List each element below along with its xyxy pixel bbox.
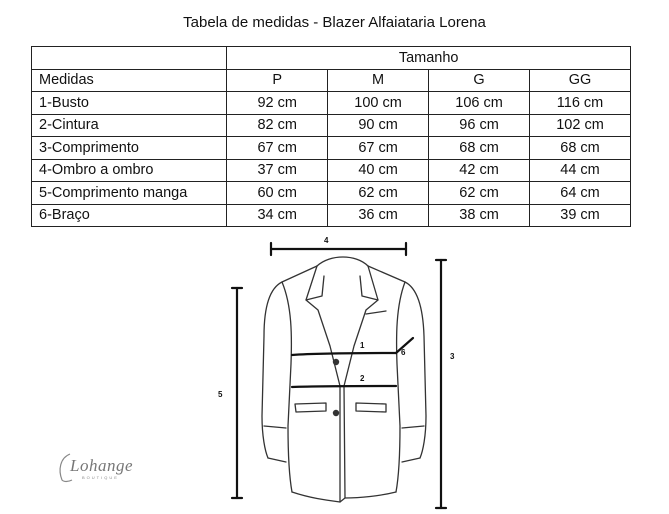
table-cell: 37 cm [227,159,328,182]
button-bottom [333,410,339,416]
table-header-row [32,69,631,92]
label-comprimento: 3 [450,352,455,361]
right-body-side [396,282,405,492]
table-cell: 34 cm [227,204,328,227]
busto-line [292,353,396,355]
table-cell: 92 cm [227,92,328,115]
collar-back-line [317,257,368,266]
brand-logo [52,450,162,490]
table-cell: 68 cm [530,137,631,160]
table-cell: 68 cm [429,137,530,160]
label-busto: 1 [360,341,365,350]
table-cell: 96 cm [429,114,530,137]
logo-text: Lohange [70,456,133,475]
label-ombro: 4 [324,236,329,245]
row-label: 6-Braço [32,204,227,227]
table-row [32,182,631,205]
medidas-header: Medidas [32,69,227,92]
table-cell: 36 cm [328,204,429,227]
table-cell: 38 cm [429,204,530,227]
table-group-header-row [32,47,631,70]
table-corner-cell [32,47,227,70]
table-cell: 106 cm [429,92,530,115]
right-cuff-line [402,458,420,462]
table-cell: 44 cm [530,159,631,182]
cintura-line [292,386,396,387]
row-label: 3-Comprimento [32,137,227,160]
table-row [32,114,631,137]
table-cell: 82 cm [227,114,328,137]
table-cell: 102 cm [530,114,631,137]
right-pocket-flap [356,403,386,412]
left-pocket-flap [295,403,326,412]
hem-line [292,492,396,502]
label-manga: 5 [218,390,223,399]
logo-tagline: BOUTIQUE [82,475,119,480]
size-table [31,46,631,227]
table-cell: 39 cm [530,204,631,227]
left-body-side [282,282,292,492]
chest-pocket [366,311,386,314]
label-braco: 6 [401,348,406,357]
table-cell: 67 cm [328,137,429,160]
row-label: 5-Comprimento manga [32,182,227,205]
table-cell: 67 cm [227,137,328,160]
tamanho-header: Tamanho [227,47,631,70]
size-header-p: P [227,69,328,92]
right-cuff-seam [402,426,424,428]
table-cell: 116 cm [530,92,631,115]
size-header-g: G [429,69,530,92]
table-cell: 40 cm [328,159,429,182]
table-cell: 62 cm [429,182,530,205]
left-cuff-line [268,458,286,462]
table-cell: 60 cm [227,182,328,205]
row-label: 2-Cintura [32,114,227,137]
left-sleeve-outline [262,266,317,458]
table-cell: 90 cm [328,114,429,137]
table-row [32,92,631,115]
left-cuff-seam [264,426,286,428]
table-row [32,204,631,227]
table-cell: 42 cm [429,159,530,182]
table-cell: 64 cm [530,182,631,205]
size-header-m: M [328,69,429,92]
left-collar-notch [306,276,324,300]
right-collar-notch [360,276,378,300]
table-cell: 62 cm [328,182,429,205]
page-title: Tabela de medidas - Blazer Alfaiataria Lorena [183,14,486,31]
table-row [32,137,631,160]
row-label: 1-Busto [32,92,227,115]
label-cintura: 2 [360,374,365,383]
front-overlap [344,386,345,498]
table-cell: 100 cm [328,92,429,115]
size-header-gg: GG [530,69,631,92]
button-top [333,359,339,365]
table-row [32,159,631,182]
row-label: 4-Ombro a ombro [32,159,227,182]
